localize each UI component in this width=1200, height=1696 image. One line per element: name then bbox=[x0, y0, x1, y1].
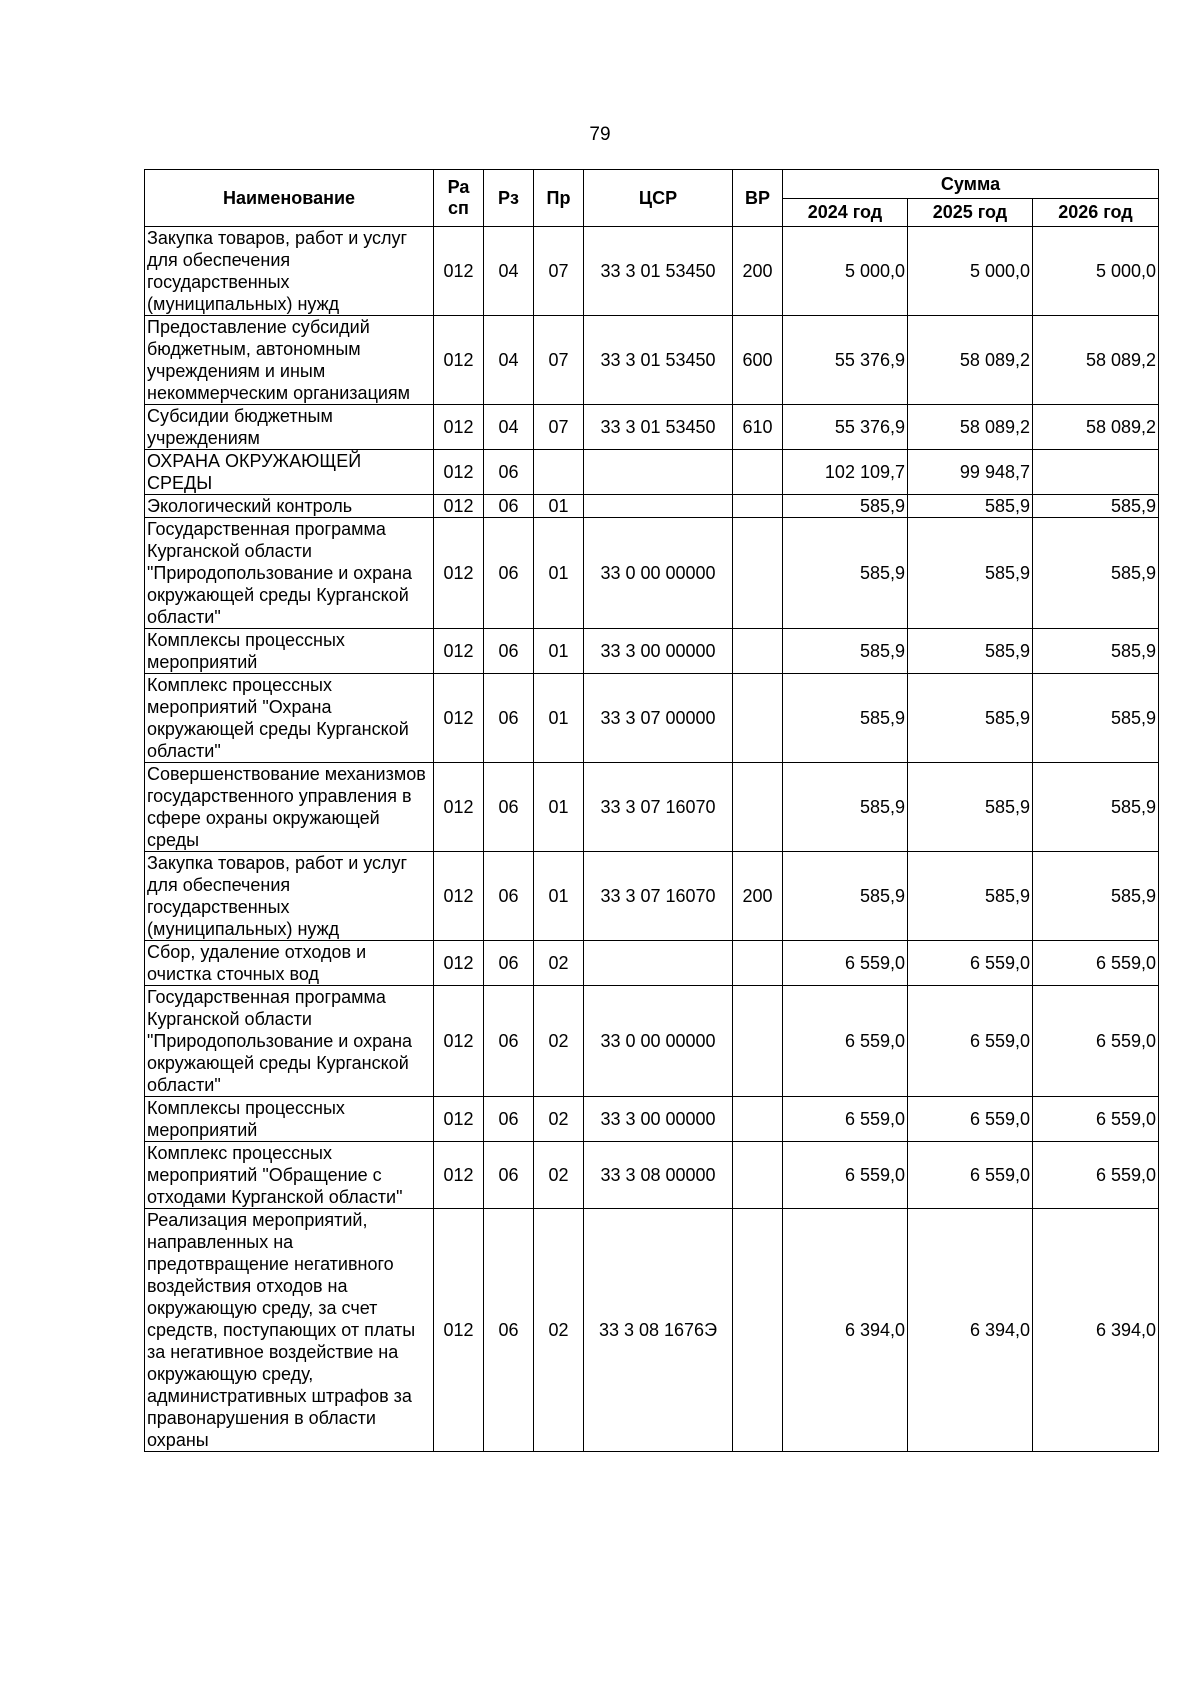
row-sum-2026-cell: 6 559,0 bbox=[1033, 1097, 1159, 1142]
row-rz-cell: 06 bbox=[484, 941, 534, 986]
row-sum-2026-cell: 6 559,0 bbox=[1033, 941, 1159, 986]
row-vr-cell bbox=[733, 1209, 783, 1452]
table-row bbox=[145, 405, 1159, 450]
row-sum-2024-cell: 585,9 bbox=[783, 674, 908, 763]
row-csr-cell: 33 3 07 16070 bbox=[584, 852, 733, 941]
row-pr-cell: 01 bbox=[534, 629, 584, 674]
row-rz-cell: 06 bbox=[484, 450, 534, 495]
row-vr-cell: 600 bbox=[733, 316, 783, 405]
table-row bbox=[145, 1097, 1159, 1142]
row-vr-cell bbox=[733, 674, 783, 763]
row-name-cell: ОХРАНА ОКРУЖАЮЩЕЙ СРЕДЫ bbox=[145, 450, 434, 495]
row-sum-2025-cell: 6 559,0 bbox=[908, 1142, 1033, 1209]
row-pr-cell: 01 bbox=[534, 495, 584, 518]
row-vr-cell bbox=[733, 518, 783, 629]
budget-table bbox=[144, 169, 1159, 1452]
row-sum-2026-cell: 585,9 bbox=[1033, 495, 1159, 518]
row-rz-cell: 06 bbox=[484, 518, 534, 629]
row-name-cell: Предоставление субсидий бюджетным, автономным учреждениям и иным некоммерческим организациям bbox=[145, 316, 434, 405]
row-vr-cell bbox=[733, 450, 783, 495]
row-pr-cell bbox=[534, 450, 584, 495]
row-rz-cell: 04 bbox=[484, 227, 534, 316]
row-pr-cell: 02 bbox=[534, 1209, 584, 1452]
row-name-cell: Комплекс процессных мероприятий "Обращение с отходами Курганской области" bbox=[145, 1142, 434, 1209]
row-vr-cell bbox=[733, 495, 783, 518]
row-csr-cell: 33 3 01 53450 bbox=[584, 316, 733, 405]
row-sum-2025-cell: 6 559,0 bbox=[908, 941, 1033, 986]
row-csr-cell: 33 3 01 53450 bbox=[584, 227, 733, 316]
row-pr-cell: 02 bbox=[534, 986, 584, 1097]
row-sum-2025-cell: 58 089,2 bbox=[908, 316, 1033, 405]
header-rasp: Ра сп bbox=[434, 170, 484, 227]
row-rz-cell: 06 bbox=[484, 852, 534, 941]
row-sum-2026-cell: 6 394,0 bbox=[1033, 1209, 1159, 1452]
row-vr-cell bbox=[733, 1097, 783, 1142]
row-sum-2025-cell: 585,9 bbox=[908, 763, 1033, 852]
row-rasp-cell: 012 bbox=[434, 763, 484, 852]
header-2024: 2024 год bbox=[783, 199, 908, 227]
row-name-cell: Государственная программа Курганской области "Природопользование и охрана окружающей среды Курганской области" bbox=[145, 986, 434, 1097]
header-vr: ВР bbox=[733, 170, 783, 227]
row-sum-2025-cell: 585,9 bbox=[908, 674, 1033, 763]
row-csr-cell: 33 3 01 53450 bbox=[584, 405, 733, 450]
row-sum-2025-cell: 585,9 bbox=[908, 852, 1033, 941]
table-row bbox=[145, 986, 1159, 1097]
table-row bbox=[145, 1142, 1159, 1209]
row-rz-cell: 04 bbox=[484, 405, 534, 450]
row-sum-2025-cell: 5 000,0 bbox=[908, 227, 1033, 316]
row-rasp-cell: 012 bbox=[434, 1142, 484, 1209]
table-row bbox=[145, 316, 1159, 405]
row-csr-cell: 33 3 07 16070 bbox=[584, 763, 733, 852]
row-pr-cell: 01 bbox=[534, 763, 584, 852]
header-2026: 2026 год bbox=[1033, 199, 1159, 227]
row-vr-cell: 610 bbox=[733, 405, 783, 450]
row-sum-2025-cell: 585,9 bbox=[908, 629, 1033, 674]
row-rasp-cell: 012 bbox=[434, 227, 484, 316]
row-sum-2024-cell: 6 559,0 bbox=[783, 941, 908, 986]
row-rasp-cell: 012 bbox=[434, 495, 484, 518]
row-rasp-cell: 012 bbox=[434, 1209, 484, 1452]
row-rz-cell: 06 bbox=[484, 629, 534, 674]
table-header-row bbox=[145, 170, 1159, 199]
row-rasp-cell: 012 bbox=[434, 450, 484, 495]
row-sum-2025-cell: 6 394,0 bbox=[908, 1209, 1033, 1452]
row-pr-cell: 01 bbox=[534, 852, 584, 941]
row-sum-2026-cell: 585,9 bbox=[1033, 852, 1159, 941]
row-name-cell: Сбор, удаление отходов и очистка сточных вод bbox=[145, 941, 434, 986]
header-2025: 2025 год bbox=[908, 199, 1033, 227]
row-csr-cell: 33 3 07 00000 bbox=[584, 674, 733, 763]
row-rz-cell: 06 bbox=[484, 986, 534, 1097]
row-pr-cell: 07 bbox=[534, 405, 584, 450]
row-sum-2024-cell: 585,9 bbox=[783, 763, 908, 852]
row-vr-cell: 200 bbox=[733, 227, 783, 316]
table-row bbox=[145, 518, 1159, 629]
row-sum-2025-cell: 99 948,7 bbox=[908, 450, 1033, 495]
row-rz-cell: 06 bbox=[484, 1097, 534, 1142]
row-name-cell: Экологический контроль bbox=[145, 495, 434, 518]
row-rz-cell: 06 bbox=[484, 674, 534, 763]
row-pr-cell: 02 bbox=[534, 1097, 584, 1142]
row-csr-cell: 33 0 00 00000 bbox=[584, 518, 733, 629]
row-sum-2024-cell: 585,9 bbox=[783, 629, 908, 674]
row-csr-cell: 33 3 00 00000 bbox=[584, 1097, 733, 1142]
row-rasp-cell: 012 bbox=[434, 405, 484, 450]
row-sum-2025-cell: 585,9 bbox=[908, 518, 1033, 629]
row-sum-2024-cell: 585,9 bbox=[783, 518, 908, 629]
row-csr-cell: 33 3 08 00000 bbox=[584, 1142, 733, 1209]
table-row bbox=[145, 763, 1159, 852]
row-pr-cell: 02 bbox=[534, 941, 584, 986]
row-pr-cell: 07 bbox=[534, 227, 584, 316]
row-name-cell: Закупка товаров, работ и услуг для обеспечения государственных (муниципальных) нужд bbox=[145, 852, 434, 941]
row-sum-2026-cell: 585,9 bbox=[1033, 674, 1159, 763]
row-rasp-cell: 012 bbox=[434, 629, 484, 674]
table-row bbox=[145, 495, 1159, 518]
row-rasp-cell: 012 bbox=[434, 674, 484, 763]
row-name-cell: Комплексы процессных мероприятий bbox=[145, 629, 434, 674]
row-sum-2025-cell: 6 559,0 bbox=[908, 986, 1033, 1097]
row-rz-cell: 06 bbox=[484, 1209, 534, 1452]
row-rz-cell: 06 bbox=[484, 1142, 534, 1209]
row-sum-2024-cell: 6 394,0 bbox=[783, 1209, 908, 1452]
header-pr: Пр bbox=[534, 170, 584, 227]
row-rz-cell: 06 bbox=[484, 763, 534, 852]
row-csr-cell: 33 3 08 1676Э bbox=[584, 1209, 733, 1452]
row-rasp-cell: 012 bbox=[434, 986, 484, 1097]
table-row bbox=[145, 941, 1159, 986]
page-number: 79 bbox=[589, 124, 611, 145]
row-rz-cell: 04 bbox=[484, 316, 534, 405]
row-vr-cell bbox=[733, 986, 783, 1097]
row-csr-cell bbox=[584, 450, 733, 495]
row-rasp-cell: 012 bbox=[434, 852, 484, 941]
row-vr-cell: 200 bbox=[733, 852, 783, 941]
row-rasp-cell: 012 bbox=[434, 1097, 484, 1142]
row-sum-2026-cell: 585,9 bbox=[1033, 629, 1159, 674]
row-rasp-cell: 012 bbox=[434, 941, 484, 986]
header-csr: ЦСР bbox=[584, 170, 733, 227]
row-name-cell: Государственная программа Курганской области "Природопользование и охрана окружающей среды Курганской области" bbox=[145, 518, 434, 629]
table-row bbox=[145, 674, 1159, 763]
table-row bbox=[145, 450, 1159, 495]
row-name-cell: Совершенствование механизмов государственного управления в сфере охраны окружающей среды bbox=[145, 763, 434, 852]
row-csr-cell: 33 0 00 00000 bbox=[584, 986, 733, 1097]
table-row bbox=[145, 852, 1159, 941]
row-pr-cell: 07 bbox=[534, 316, 584, 405]
row-sum-2025-cell: 585,9 bbox=[908, 495, 1033, 518]
row-rasp-cell: 012 bbox=[434, 316, 484, 405]
row-name-cell: Комплексы процессных мероприятий bbox=[145, 1097, 434, 1142]
row-sum-2026-cell bbox=[1033, 450, 1159, 495]
row-name-cell: Субсидии бюджетным учреждениям bbox=[145, 405, 434, 450]
row-csr-cell bbox=[584, 941, 733, 986]
header-sum: Сумма bbox=[783, 170, 1159, 199]
row-name-cell: Закупка товаров, работ и услуг для обеспечения государственных (муниципальных) нужд bbox=[145, 227, 434, 316]
row-sum-2025-cell: 6 559,0 bbox=[908, 1097, 1033, 1142]
row-rz-cell: 06 bbox=[484, 495, 534, 518]
row-sum-2024-cell: 6 559,0 bbox=[783, 1097, 908, 1142]
row-sum-2026-cell: 6 559,0 bbox=[1033, 986, 1159, 1097]
row-vr-cell bbox=[733, 629, 783, 674]
row-vr-cell bbox=[733, 763, 783, 852]
row-sum-2024-cell: 6 559,0 bbox=[783, 1142, 908, 1209]
table-row bbox=[145, 227, 1159, 316]
row-csr-cell: 33 3 00 00000 bbox=[584, 629, 733, 674]
row-sum-2024-cell: 585,9 bbox=[783, 852, 908, 941]
header-rz: Рз bbox=[484, 170, 534, 227]
row-sum-2024-cell: 55 376,9 bbox=[783, 405, 908, 450]
row-sum-2026-cell: 585,9 bbox=[1033, 518, 1159, 629]
row-vr-cell bbox=[733, 1142, 783, 1209]
table-row bbox=[145, 629, 1159, 674]
row-sum-2024-cell: 102 109,7 bbox=[783, 450, 908, 495]
row-sum-2024-cell: 55 376,9 bbox=[783, 316, 908, 405]
row-sum-2025-cell: 58 089,2 bbox=[908, 405, 1033, 450]
row-sum-2026-cell: 5 000,0 bbox=[1033, 227, 1159, 316]
row-sum-2026-cell: 58 089,2 bbox=[1033, 405, 1159, 450]
row-sum-2024-cell: 585,9 bbox=[783, 495, 908, 518]
header-name: Наименование bbox=[145, 170, 434, 227]
row-csr-cell bbox=[584, 495, 733, 518]
row-pr-cell: 01 bbox=[534, 518, 584, 629]
table-row bbox=[145, 1209, 1159, 1452]
row-sum-2026-cell: 585,9 bbox=[1033, 763, 1159, 852]
row-pr-cell: 02 bbox=[534, 1142, 584, 1209]
row-name-cell: Реализация мероприятий, направленных на предотвращение негативного воздействия отходов на окружающую среду, за счет средств, поступающих от платы за негативное воздействие на окружающую среду, административных штрафов за правонарушения в области охраны bbox=[145, 1209, 434, 1452]
row-sum-2024-cell: 5 000,0 bbox=[783, 227, 908, 316]
row-name-cell: Комплекс процессных мероприятий "Охрана окружающей среды Курганской области" bbox=[145, 674, 434, 763]
row-rasp-cell: 012 bbox=[434, 518, 484, 629]
row-sum-2024-cell: 6 559,0 bbox=[783, 986, 908, 1097]
row-sum-2026-cell: 58 089,2 bbox=[1033, 316, 1159, 405]
row-vr-cell bbox=[733, 941, 783, 986]
row-sum-2026-cell: 6 559,0 bbox=[1033, 1142, 1159, 1209]
table-body bbox=[145, 227, 1159, 1452]
row-pr-cell: 01 bbox=[534, 674, 584, 763]
